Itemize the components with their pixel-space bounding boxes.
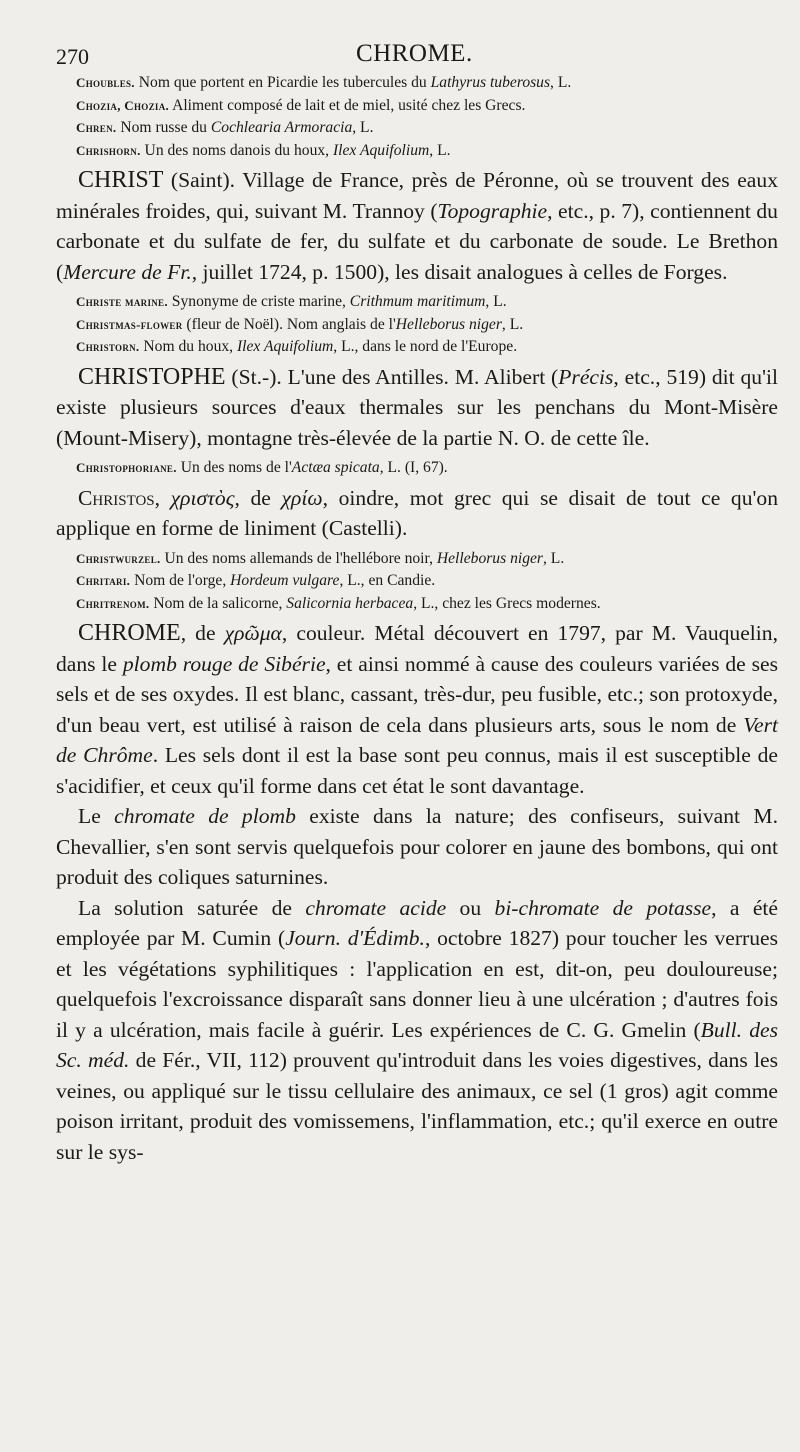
entry-christos: Christos, χριστὸς, de χρίω, oindre, mot grec qui se disait de tout ce qu'on applique en forme de liniment (Castelli). [56,485,779,540]
paragraph-chromate-de-plomb: Le chromate de plomb existe dans la nature; des confiseurs, suivant M. Chevallier, s'en sont servis quelquefois pour colorer en jaune des bombons, qui ont produit des coliques saturnines. [56,804,778,889]
entry-christe-marine: Christe marine. Synonyme de criste marine, Crithmum maritimum, L. [76,293,507,310]
headword: Chren. [76,120,117,135]
entry-christmas-flower: Christmas-flower (fleur de Noël). Nom anglais de l'Helleborus niger, L. [76,315,524,333]
entry-chritari: Chritari. Nom de l'orge, Hordeum vulgare, L., en Candie. [76,572,436,589]
headword: Chozia, Chozia. [76,97,170,113]
running-head: CHROME. [356,40,473,67]
entry-chozia: Chozia, Chozia. Aliment composé de lait et de miel, usité chez les Grecs. [76,96,526,114]
headword: CHROME [78,620,181,646]
entry-chren: Chren. Nom russe du Cochlearia Armoracia, L. [76,119,374,136]
headword: Christos [78,485,155,510]
headword: CHRIST [78,167,164,193]
entry-chrishorn: Chrishorn. Un des noms danois du houx, Ilex Aquifolium, L. [76,141,451,159]
headword: Christmas-flower [76,316,183,332]
headword: Christe marine. [76,294,168,309]
headword: Christorn. [76,339,140,354]
greek-word: χρίω [281,485,323,510]
entry-christophe: CHRISTOPHE (St.-). L'une des Antilles. M. Alibert (Précis, etc., 519) dit qu'il existe plusieurs sources d'eaux thermales sur les penchans du Mont-Misère (Mount-Misery), montagne très-élevée de la partie N. O. de cette île. [56,363,778,450]
headword: Choubles. [76,75,135,90]
headword: Chrishorn. [76,142,141,158]
entry-chrome: CHROME, de χρῶμα, couleur. Métal découvert en 1797, par M. Vauquelin, dans le plomb rouge de Sibérie, et ainsi nommé à cause des couleurs variées de ses sels et de ses oxydes. Il est blanc, cassant, très-dur, peu fusible, etc.; son protoxyde, d'un beau vert, est utilisé à raison de cela dans plusieurs arts, sous le nom de Vert de Chrôme. Les sels dont il est la base sont peu connus, mais il est susceptible de s'acidifier, et ceux qu'il forme dans cet état le sont davantage. [56,620,778,798]
entry-choubles: Choubles. Nom que portent en Picardie les tubercules du Lathyrus tuberosus, L. [76,74,572,91]
entry-christwurzel: Christwurzel. Un des noms allemands de l'hellébore noir, Helleborus niger, L. [76,549,565,567]
greek-word: χριστὸς [170,485,235,510]
entry-chritrenom: Chritrenom. Nom de la salicorne, Salicornia herbacea, L., chez les Grecs modernes. [76,594,601,612]
headword: Christophoriane. [76,460,177,475]
headword: Christwurzel. [76,550,161,566]
entry-christorn: Christorn. Nom du houx, Ilex Aquifolium, L., dans le nord de l'Europe. [76,338,518,355]
entry-christophoriane: Christophoriane. Un des noms de l'Actæa spicata, L. (I, 67). [76,459,448,476]
greek-word: χρῶμα [224,621,282,645]
page-number: 270 [56,44,89,69]
headword: Chritrenom. [76,595,150,611]
entry-christ: CHRIST (Saint). Village de France, près de Péronne, où se trouvent des eaux minérales froides, qui, suivant M. Trannoy (Topographie, etc., p. 7), contiennent du carbonate et du sulfate de fer, du sulfate et du carbonate de soude. Le Brethon (Mercure de Fr., juillet 1724, p. 1500), les disait analogues à celles de Forges. [56,167,778,284]
paragraph-solution-saturee: La solution saturée de chromate acide ou bi-chromate de potasse, a été employée par M. Cumin (Journ. d'Édimb., octobre 1827) pour toucher les verrues et les végétations syphilitiques : l'application en est, dit-on, peu douloureuse; quelquefois l'excroissance disparaît sans donner lieu à une ulcération ; d'autres fois il y a ulcération, mais facile à guérir. Les expériences de C. G. Gmelin (Bull. des Sc. méd. de Fér., VII, 112) prouvent qu'introduit dans les voies digestives, dans les veines, ou appliqué sur le tissu cellulaire des animaux, ce sel (1 gros) agit comme poison irritant, produit des vomissemens, l'inflammation, etc.; qu'il exerce en outre sur le sys- [56,895,779,1164]
headword: Chritari. [76,573,131,588]
headword: CHRISTOPHE [78,363,226,390]
page-header [56,38,778,72]
